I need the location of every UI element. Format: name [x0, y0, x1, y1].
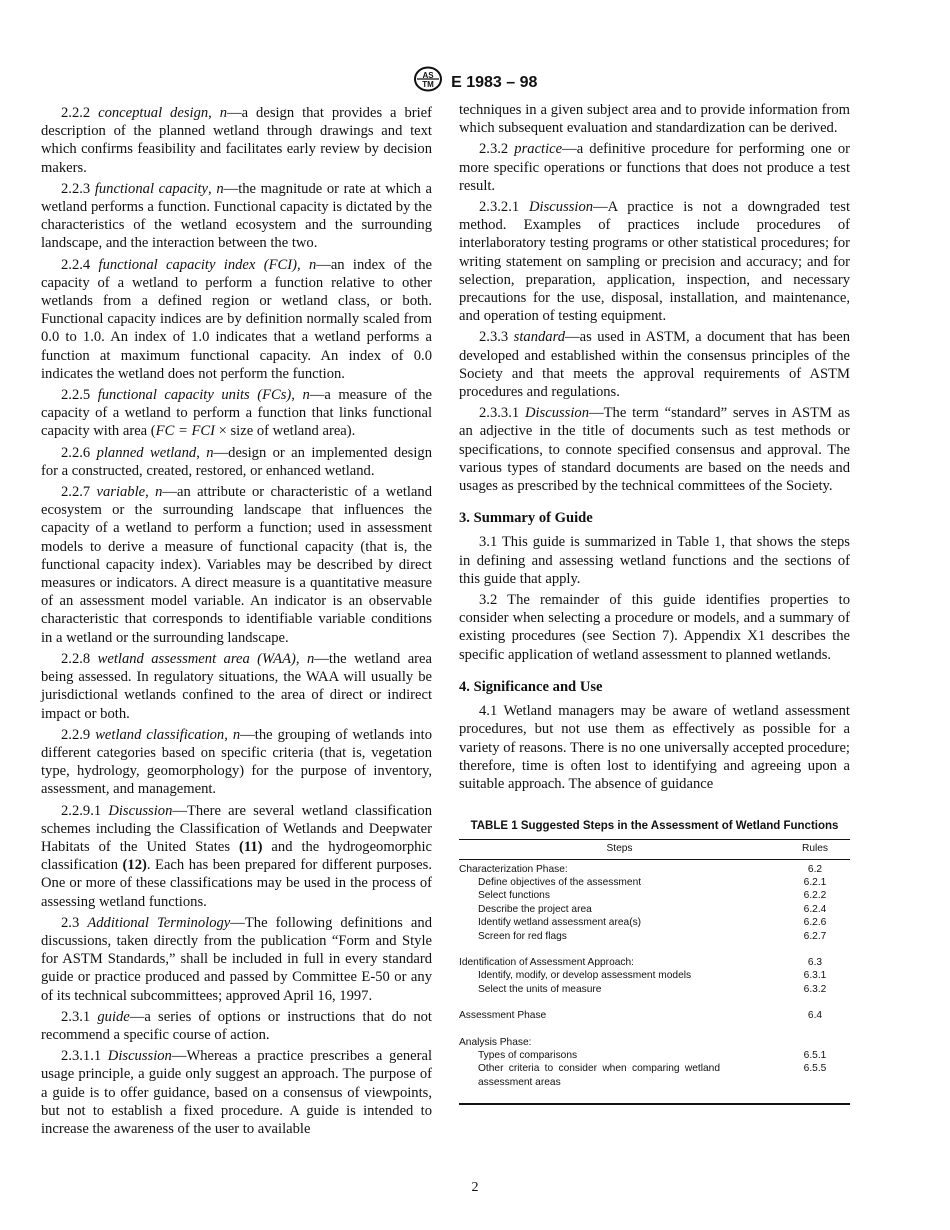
paragraph-2-2-5: 2.2.5 functional capacity units (FCs), n—a measure of the capacity of a wetland to perform a function that links functional capacity with area (FC = FCI × size of wetland area). — [41, 387, 432, 440]
section-4-heading: 4. Significance and Use — [459, 678, 603, 695]
paragraph-2-2-9-1: 2.2.9.1 Discussion—There are several wetland classification schemes including the Classification of Wetlands and Deepwater Habitats of the United States (11) and the hydrogeomorphic classification (12). Each has been prepared for different purposes. One or more of these classifications may be used in the process of assessing wetland functions. — [41, 802, 432, 910]
table-header-row — [459, 840, 850, 859]
col-header-steps: Steps — [459, 840, 780, 859]
section-3-heading: 3. Summary of Guide — [459, 510, 593, 527]
paragraph-2-3-2: 2.3.2 practice—a definitive procedure for performing one or more specific operations or functions that does not produce a test result. — [459, 141, 850, 194]
table-row: Identify, modify, or develop assessment models 6.3.1 — [478, 970, 827, 982]
paragraph-4-1: 4.1 Wetland managers may be aware of wetland assessment procedures, but not use them as effectively as possible for a variety of reasons. There is no one universally accepted procedure; therefore, time is often lost to identifying and agreeing upon a suitable approach. The absence of guidance — [459, 703, 850, 792]
paragraph-2-2-7: 2.2.7 variable, n—an attribute or characteristic of a wetland ecosystem or the surrounding landscape that influences the capacity of a wetland to perform a function; used in assessment models to derive a measure of functional capacity (that is, the functional capacity index). Variables may be described by direct measures or indicators. A direct measure is a quantitative measure of an assessment model variable. An indicator is an observable characteristic that corresponds to identifiable variable conditions in a wetland or the surrounding landscape. — [41, 484, 433, 646]
paragraph-2-2-2: 2.2.2 conceptual design, n—a design that provides a brief description of the planned wetland through drawings and text which confirms feasibility and facilitates early review by decision makers. — [41, 105, 432, 176]
paragraph-continuation: techniques in a given subject area and to provide information from which subsequent evaluation and standardization can be derived. — [459, 102, 850, 137]
designation: E 1983 – 98 — [451, 73, 538, 91]
left-column — [41, 104, 432, 1141]
table-spacer — [459, 943, 850, 956]
paragraph-3-1: 3.1 This guide is summarized in Table 1, that shows the steps in defining and assessing wetland functions and the sections of this guide that apply. — [459, 534, 850, 587]
table-title: TABLE 1 Suggested Steps in the Assessment of Wetland Functions — [470, 820, 839, 833]
table-row: Screen for red flags 6.2.7 — [478, 930, 827, 942]
table-spacer — [459, 996, 850, 1009]
paragraph-2-3-3: 2.3.3 standard—as used in ASTM, a document that has been developed and established within the consensus principles of the Society and that meets the approval requirements of ASTM procedures and regulations. — [459, 329, 850, 401]
paragraph-2-3-1: 2.3.1 guide—a series of options or instructions that do not recommend a specific course of action. — [41, 1008, 432, 1043]
paragraph-2-2-3: 2.2.3 functional capacity, n—the magnitude or rate at which a wetland performs a function. Functional capacity is dictated by the characteristics of the wetland ecosystem and the surrounding landscape, and the interaction between the two. — [41, 180, 433, 252]
astm-logo-icon — [413, 66, 443, 99]
table-row: Describe the project area 6.2.4 — [478, 903, 827, 915]
svg-text:AS: AS — [422, 71, 434, 80]
table-row: Select functions 6.2.2 — [478, 890, 827, 902]
page-number: 2 — [471, 1180, 479, 1195]
table-row: Identification of Assessment Approach: 6.3 — [459, 956, 823, 968]
table-spacer — [459, 1023, 850, 1036]
steps-table — [459, 839, 850, 1105]
paragraph-2-3: 2.3 Additional Terminology—The following definitions and discussions, taken directly from the publication “Form and Style for ASTM Standards,” shall be included in full in every standard guide or practice produced and passed by Committee E-50 or any of its technical subcommittees; approved April 16, 1997. — [41, 914, 432, 1004]
right-column — [459, 101, 850, 1105]
paragraph-2-3-3-1: 2.3.3.1 Discussion—The term “standard” serves in ASTM as an adjective in the title of documents such as test methods or specifications, to connote specified consensus and approval. The various types of standard documents are based on the needs and usages as prescribed by the technical committees of the Society. — [459, 405, 850, 495]
paragraph-2-2-9: 2.2.9 wetland classification, n—the grouping of wetlands into different categories based on specific criteria (that is, vegetation type, hydrology, geomorphology) for the purpose of inventory, assessment, and management. — [41, 726, 432, 798]
table-row: Analysis Phase: — [459, 1036, 532, 1048]
paragraph-2-3-1-1: 2.3.1.1 Discussion—Whereas a practice prescribes a general usage principle, a guide only suggest an approach. The purpose of a guide is to offer guidance, based on a consensus of viewpoints, but not to establish a fixed procedure. A guide is intended to increase the awareness of the user to available — [41, 1048, 432, 1137]
table-row: Select the units of measure 6.3.2 — [478, 983, 827, 995]
paragraph-2-3-2-1: 2.3.2.1 Discussion—A practice is not a downgraded test method. Examples of practices include procedures of interlaboratory testing programs or other statistical procedures; for writing statement on sampling or precision and accuracy; and for selection, preparation, application, inspection, and necessary precautions for the use, disposal, installation, and maintenance, and operation of testing equipment. — [459, 199, 851, 325]
table-1 — [459, 819, 850, 1105]
table-row: Identify wetland assessment area(s) 6.2.6 — [478, 917, 827, 929]
page-header — [0, 66, 950, 99]
paragraph-2-2-4: 2.2.4 functional capacity index (FCI), n—an index of the capacity of a wetland to perform a function relative to other wetlands from a defined region or wetland class, or both. Functional capacity indices are by definition normally scaled from 0.0 to 1.0. An index of 1.0 indicates that a wetland performs a function at maximum functional capacity. An index of 0.0 indicates the wetland does not perform the function. — [41, 256, 432, 382]
table-row: Define objectives of the assessment 6.2.1 — [478, 876, 827, 888]
paragraph-3-2: 3.2 The remainder of this guide identifies properties to consider when selecting a procedure or models, and a summary of existing procedures (see Section 7). Appendix X1 describes the specific application of wetland assessment to planned wetlands. — [459, 592, 850, 663]
table-row: Types of comparisons 6.5.1 — [478, 1049, 827, 1061]
paragraph-2-2-8: 2.2.8 wetland assessment area (WAA), n—the wetland area being assessed. In regulatory situations, the WAA will usually be jurisdictional wetlands confined to the area of direct or indirect impact or both. — [41, 650, 432, 722]
paragraph-2-2-6: 2.2.6 planned wetland, n—design or an implemented design for a constructed, created, restored, or enhanced wetland. — [41, 444, 433, 479]
table-row: Other criteria to consider when comparing wetland assessment areas 6.5.5 — [459, 1062, 850, 1104]
col-header-rules: Rules — [780, 840, 850, 859]
svg-text:TM: TM — [421, 80, 434, 89]
table-row: Characterization Phase: 6.2 — [459, 863, 823, 875]
table-row: Assessment Phase 6.4 — [459, 1010, 823, 1022]
